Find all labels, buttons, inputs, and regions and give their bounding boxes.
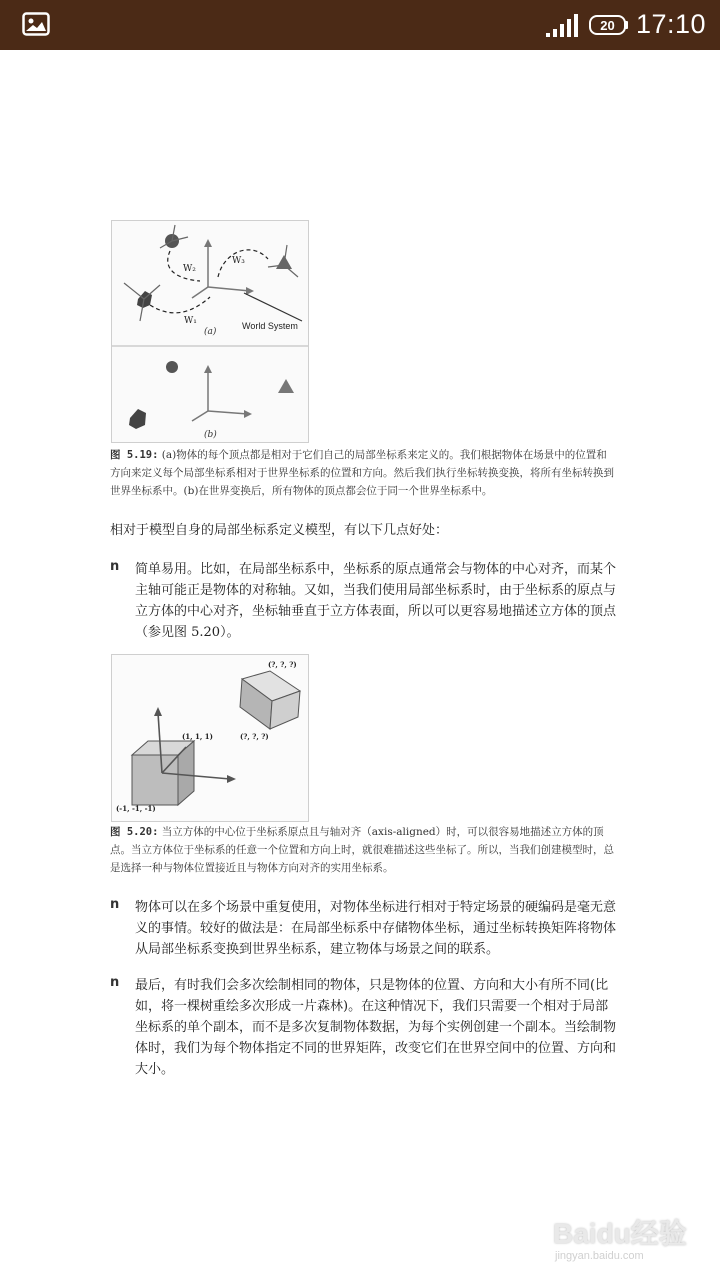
bullet-text: 物体可以在多个场景中重复使用，对物体坐标进行相对于特定场景的硬编码是毫无意义的事情。较好的做法是：在局部坐标系中存储物体坐标，通过坐标转换矩阵将物体从局部坐标系变换到世界坐标系，建立物体与场景之间的联系。 bbox=[135, 900, 617, 957]
label-b: (b) bbox=[204, 430, 217, 440]
caption-5-20-text: 当立方体的中心位于坐标系原点且与轴对齐（axis-aligned）时，可以很容易地描述立方体的顶点。当立方体位于坐标系的任意一个位置和方向上时，就很难描述这些坐标了。所以，当我们创建模型时，总是选择一种与物体位置接近且与物体方向对齐的实用坐标系。 bbox=[110, 826, 614, 874]
label-neg-one: (-1, -1, -1) bbox=[116, 804, 156, 813]
baidu-watermark bbox=[553, 1200, 713, 1270]
clock: 17:10 bbox=[636, 9, 707, 39]
signal-icon bbox=[546, 14, 580, 38]
battery-icon bbox=[589, 15, 629, 35]
caption-5-20-label: 图 5.20: bbox=[110, 826, 159, 838]
caption-5-19-label: 图 5.19: bbox=[110, 449, 159, 461]
label-w3: W₃ bbox=[232, 256, 245, 266]
bullet-text: 最后，有时我们会多次绘制相同的物体，只是物体的位置、方向和大小有所不同(比如，将一棵树重绘多次形成一片森林)。在这种情况下，我们只需要一个相对于局部坐标系的单个副本，而不是多次复制物体数据，为每个实例创建一个副本。当绘制物体时，我们为每个物体指定不同的世界矩阵，改变它们在世界空间中的位置、方向和大小。 bbox=[135, 978, 617, 1077]
bullet-marker: n bbox=[110, 559, 120, 574]
label-w1: W₁ bbox=[184, 316, 197, 326]
label-world-system: World System bbox=[242, 321, 298, 331]
caption-5-20 bbox=[110, 823, 615, 877]
gallery-icon[interactable] bbox=[22, 12, 50, 36]
figure-5-20 bbox=[111, 654, 309, 822]
bullet-text: 简单易用。比如，在局部坐标系中，坐标系的原点通常会与物体的中心对齐，而某个主轴可能正是物体的对称轴。又如，当我们使用局部坐标系时，由于坐标系的原点与立方体的中心对齐，坐标轴垂直于立方体表面，所以可以更容易地描述立方体的顶点（参见图 5.20）。 bbox=[135, 562, 617, 640]
figure-5-19 bbox=[111, 220, 309, 443]
status-bar bbox=[0, 0, 720, 50]
intro-paragraph: 相对于模型自身的局部坐标系定义模型，有以下几点好处： bbox=[110, 523, 449, 538]
watermark-url: jingyan.baidu.com bbox=[555, 1250, 644, 1262]
label-mid-unknown: (?, ?, ?) bbox=[240, 732, 269, 741]
label-top-unknown: (?, ?, ?) bbox=[268, 660, 297, 669]
battery-level: 20 bbox=[600, 18, 615, 33]
label-a: (a) bbox=[204, 327, 217, 337]
bullet-marker: n bbox=[110, 897, 120, 912]
label-one-one-one: (1, 1, 1) bbox=[182, 732, 213, 741]
label-w2: W₂ bbox=[183, 264, 196, 274]
watermark-brand: Baidu经验 bbox=[553, 1218, 687, 1249]
bullet-marker: n bbox=[110, 975, 120, 990]
caption-5-19-text: (a)物体的每个顶点都是相对于它们自己的局部坐标系来定义的。我们根据物体在场景中的位置和方向来定义每个局部坐标系相对于世界坐标系的位置和方向。然后我们执行坐标转换变换，将所有坐标转换到世界坐标系中。(b)在世界变换后，所有物体的顶点都会位于同一个世界坐标系中。 bbox=[110, 449, 614, 497]
caption-5-19 bbox=[110, 446, 615, 500]
